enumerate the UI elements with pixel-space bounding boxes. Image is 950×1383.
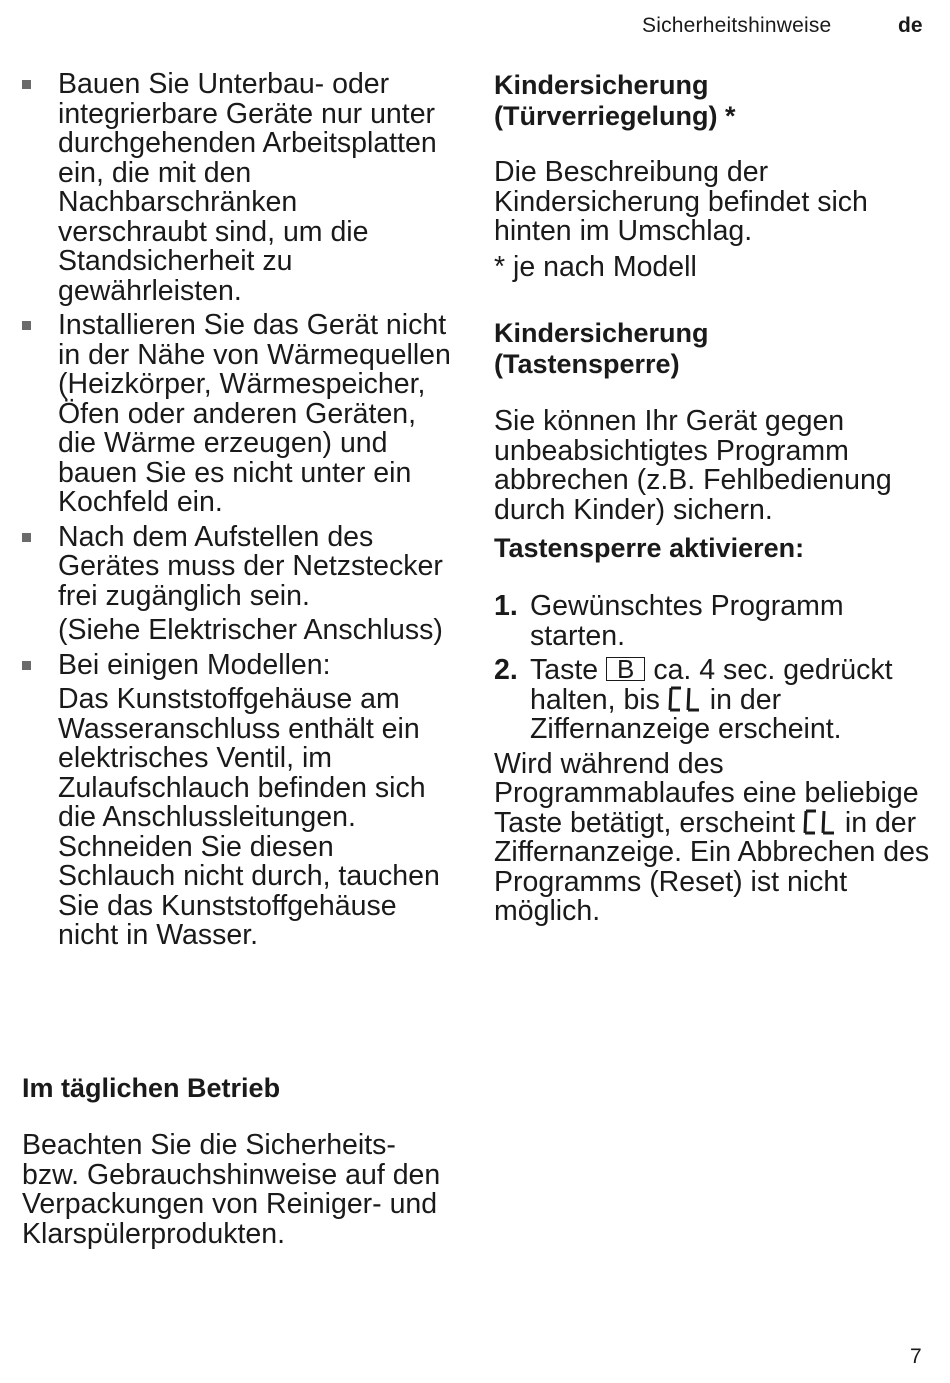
model-footnote: * je nach Modell — [494, 250, 697, 283]
heading-line: Kindersicherung — [494, 318, 709, 348]
header-section-title: Sicherheitshinweise — [642, 14, 832, 37]
reset-info-paragraph — [494, 747, 934, 927]
list-item — [22, 520, 452, 646]
list-item — [494, 656, 934, 745]
step-text-pre: Taste — [530, 654, 599, 686]
daily-operation-paragraph: Beachten Sie die Sicherheits- bzw. Gebrauchshinweise auf den Verpackungen von Reiniger- und Klarspülerprodukten. — [22, 1129, 441, 1250]
section-heading-door-lock — [494, 70, 934, 132]
bullet-text: Bauen Sie Unterbau- oder integrierbare Geräte nur unter durchgehenden Arbeitsplatten ein, die mit den Nachbarschränken verschraubt sind, um die Standsicherheit zu gewährleisten. — [58, 68, 437, 307]
heading-line: Kindersicherung — [494, 70, 709, 100]
page-number: 7 — [910, 1345, 922, 1368]
step-number: 2. — [494, 654, 518, 686]
heading-line: (Türverriegelung) * — [494, 101, 736, 131]
section-heading-daily-operation: Im täglichen Betrieb — [22, 1073, 281, 1103]
step-text: Gewünschtes Programm starten. — [530, 590, 844, 652]
activation-steps — [494, 592, 934, 745]
bullet-square-icon — [22, 533, 31, 542]
step-text-post: in der Ziffernanzeige erscheint. — [530, 683, 842, 745]
step-text-mid: ca. 4 sec. gedrückt halten, bis — [530, 654, 893, 716]
bullet-text: Installieren Sie das Gerät nicht in der Nähe von Wärmequellen (Heizkörper, Wärmespeicher, Öfen oder anderen Geräten, die Wärme erzeugen) und bauen Sie es nicht unter ein Kochfeld ein. — [58, 309, 451, 518]
cl-segment-display-icon — [668, 686, 702, 712]
header-language: de — [898, 14, 923, 37]
reset-text-pre: Wird während des Programmablaufes eine beliebige Taste betätigt, erscheint — [494, 747, 919, 839]
bullet-text: Bei einigen Modellen: — [58, 648, 331, 681]
left-column — [22, 70, 452, 956]
bullet-square-icon — [22, 661, 31, 670]
list-item — [494, 592, 934, 651]
key-b-icon: B — [606, 657, 645, 681]
bullet-text: Nach dem Aufstellen des Gerätes muss der Netzstecker frei zugänglich sein. — [58, 520, 443, 612]
step-number: 1. — [494, 590, 518, 622]
key-lock-paragraph: Sie können Ihr Gerät gegen unbeabsichtigtes Programm abbrechen (z.B. Fehlbedienung durch Kinder) sichern. — [494, 405, 892, 526]
cl-segment-display-icon — [803, 809, 837, 835]
heading-line: (Tastensperre) — [494, 349, 680, 379]
right-column — [494, 70, 934, 927]
safety-bullet-list — [22, 70, 452, 951]
door-lock-paragraph: Die Beschreibung der Kindersicherung befindet sich hinten im Umschlag. — [494, 156, 868, 247]
bullet-square-icon — [22, 80, 31, 89]
bullet-subtext: (Siehe Elektrischer Anschluss) — [58, 614, 443, 646]
bullet-square-icon — [22, 321, 31, 330]
list-item — [22, 311, 452, 518]
bullet-subtext: Das Kunststoffgehäuse am Wasseranschluss enthält ein elektrisches Ventil, im Zulaufschlauch befinden sich die Anschlussleitungen. Schneiden Sie diesen Schlauch nicht durch, tauchen Sie das Kunststoffgehäuse nicht in Wasser. — [58, 683, 440, 951]
subheading-activate-key-lock: Tastensperre aktivieren: — [494, 533, 805, 563]
reset-text-post: in der Ziffernanzeige. Ein Abbrechen des Programms (Reset) ist nicht möglich. — [494, 806, 930, 927]
section-heading-key-lock — [494, 318, 934, 380]
list-item — [22, 648, 452, 951]
list-item — [22, 70, 452, 306]
